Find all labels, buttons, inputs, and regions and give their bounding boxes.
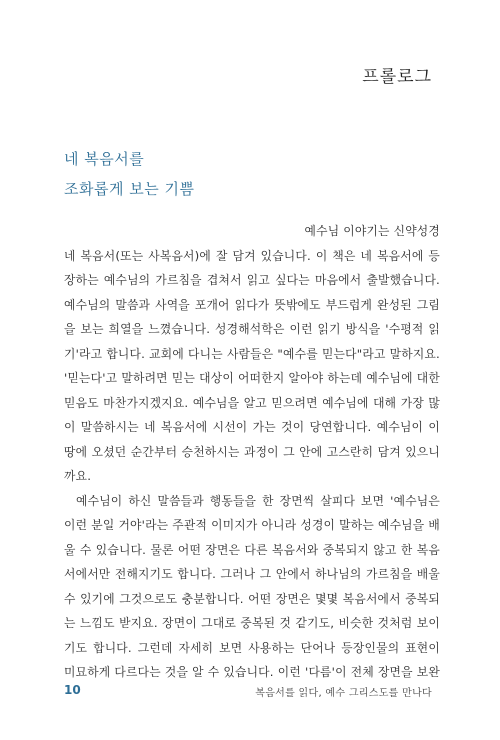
page-number: 10: [64, 683, 81, 697]
body-line: 이런 분일 거야'라는 주관적 이미지가 아니라 성경이 말하는 예수님을 배: [64, 518, 440, 532]
body-line: 미묘하게 다르다는 것을 알 수 있습니다. 이런 '다름'이 전체 장면을 보완: [64, 665, 440, 679]
section-title-line: 네 복음서를: [64, 150, 145, 168]
body-line: 울 수 있습니다. 물론 어떤 장면은 다른 복음서와 중복되지 않고 한 복음: [64, 542, 440, 557]
body-line: 까요.: [64, 469, 92, 483]
body-line: 예수님 이야기는 신약성경: [304, 224, 440, 238]
body-line: 믿음도 마찬가지겠지요. 예수님을 알고 믿으려면 예수님에 대해 가장 많: [64, 395, 440, 410]
body-line: 을 보는 희열을 느꼈습니다. 성경해석학은 이런 읽기 방식을 '수평적 읽: [64, 322, 440, 336]
body-line: 이 말씀하시는 네 복음서에 시선이 가는 것이 당연합니다. 예수님이 이: [64, 420, 440, 434]
body-line: 네 복음서(또는 사복음서)에 잘 담겨 있습니다. 이 책은 네 복음서에 등: [64, 248, 440, 263]
section-title-line: 조화롭게 보는 기쁨: [64, 180, 195, 198]
body-line: 장하는 예수님의 가르침을 겹쳐서 읽고 싶다는 마음에서 출발했습니다.: [64, 273, 440, 287]
body-line: 는 느낌도 받지요. 장면이 그대로 중복된 것 같기도, 비슷한 것처럼 보이: [64, 616, 440, 630]
body-line: 기도 합니다. 그런데 자세히 보면 사용하는 단어나 등장인물의 표현이: [64, 640, 440, 655]
running-footer-title: 복음서를 읽다, 예수 그리스도를 만나다: [255, 688, 432, 699]
body-line: 땅에 오셨던 순간부터 승천하시는 과정이 그 안에 고스란히 담겨 있으니: [64, 444, 440, 459]
section-title: [64, 144, 194, 204]
body-line: 기'라고 합니다. 교회에 다니는 사람들은 "예수를 믿는다"라고 말하지요.: [64, 346, 440, 361]
body-line: 서에서만 전해지기도 합니다. 그러나 그 안에서 하나님의 가르침을 배울: [64, 567, 440, 581]
body-text: [64, 219, 440, 685]
body-line: '믿는다'고 말하려면 믿는 대상이 어떠한지 알아야 하는데 예수님에 대한: [64, 371, 440, 385]
chapter-label: 프롤로그: [362, 67, 432, 87]
body-line: 예수님의 말씀과 사역을 포개어 읽다가 뜻밖에도 부드럽게 완성된 그림: [64, 297, 440, 312]
body-line: 예수님이 하신 말씀들과 행동들을 한 장면씩 살피다 보면 '예수님은: [76, 493, 440, 508]
body-line: 수 있기에 그것으로도 충분합니다. 어떤 장면은 몇몇 복음서에서 중복되: [64, 591, 440, 606]
